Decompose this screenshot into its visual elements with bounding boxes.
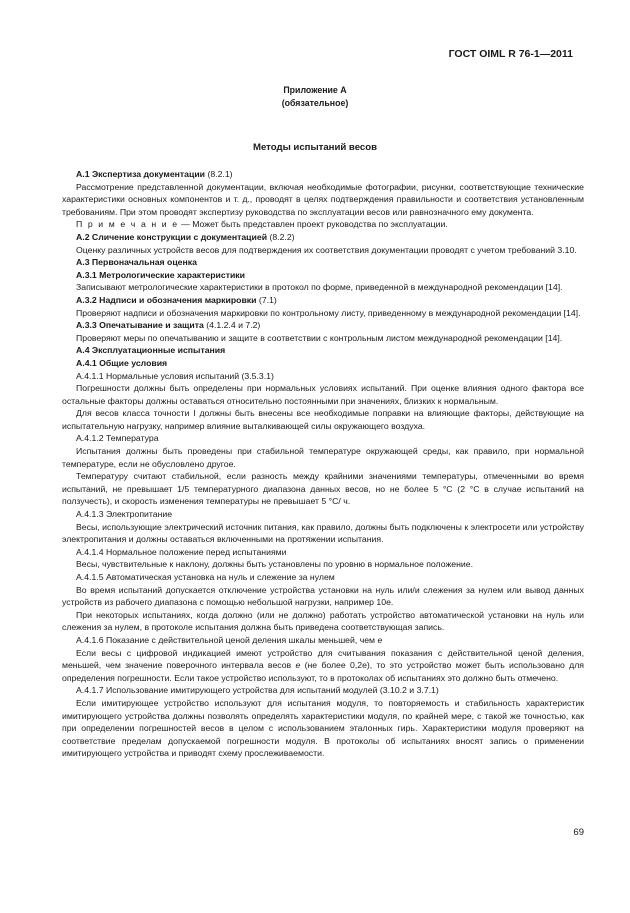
section-a2-heading: А.2 Сличение конструкции с документацией — [76, 231, 268, 242]
section-a2-ref: (8.2.2) — [269, 231, 295, 242]
paragraph-part: Если весы с цифровой индикацией имеют устройство для считывания показания с действительной ценой деления, меньшей, чем значение поверочного интервала весов — [62, 647, 584, 671]
annex-status: (обязательное) — [281, 97, 349, 108]
section-a31: А.3.1 Метрологические характеристики — [76, 269, 245, 280]
section-a415: А.4.1.5 Автоматическая установка на нуль и слежение за нулем — [76, 572, 335, 582]
section-a1-heading: Экспертиза документации — [91, 169, 206, 179]
section-a413: А.4.1.3 Электропитание — [76, 509, 173, 520]
section-a3: А.3 Первоначальная оценка — [76, 257, 197, 268]
note — [62, 218, 584, 231]
section-a417: А.4.1.7 Использование имитирующего устройства для испытаний модулей (3.10.2 и 3.7.1) — [76, 685, 439, 696]
paragraph: Проверяют меры по опечатыванию и защите в соответствии с контрольным листом международной рекомендации [14]. — [76, 332, 563, 343]
section-a33 — [62, 319, 584, 332]
paragraph: Весы, чувствительные к наклону, должны быть установлены по уровню в нормальное положение. — [76, 559, 474, 570]
section-a4: А.4 Эксплуатационные испытания — [76, 345, 226, 356]
section-a412: А.4.1.2 Температура — [76, 433, 159, 444]
section-a1-num: А.1 — [76, 169, 90, 179]
section-a416 — [62, 634, 584, 647]
section-a32-heading: А.3.2 Надписи и обозначения маркировки — [76, 294, 257, 305]
paragraph-part: (не более 0,2е), то это устройство может быть использовано для определения погрешности. Если такое устройство используют, то в протоколах об испытаниях это должно быть отмечено. — [62, 660, 584, 683]
symbol-e: е — [295, 660, 301, 671]
section-a33-ref: (4.1.2.4 и 7.2) — [206, 320, 261, 331]
section-a1 — [62, 168, 584, 181]
annex-title: Методы испытаний весов — [252, 142, 378, 153]
paragraph: Погрешности должны быть определены при нормальных условиях испытаний. При оценке влияния одного фактора все остальные факторы должны оставаться относительно постоянными при значениях, близких к нормальным. — [62, 383, 584, 406]
section-a41: А.4.1 Общие условия — [76, 357, 168, 368]
section-a1-ref: (8.2.1) — [207, 169, 233, 179]
paragraph: Во время испытаний допускается отключение устройства установки на нуль или/и слежения за нулем или вывод данных устройств из рабочего диапазона с помощью небольшой нагрузки, например 10е. — [62, 584, 584, 608]
note-label: П р и м е ч а н и е — [76, 219, 179, 230]
page-number: 69 — [573, 827, 584, 838]
document-body — [62, 168, 584, 760]
standard-designation: ГОСТ OIML R 76-1—2011 — [448, 48, 573, 60]
paragraph: Записывают метрологические характеристики в протокол по форме, приведенной в международной рекомендации [14]. — [76, 282, 563, 293]
paragraph: Проверяют надписи и обозначения маркировки по контрольному листу, приведенному в международной рекомендации [14]. — [76, 307, 581, 318]
paragraph: При некоторых испытаниях, когда должно (или не должно) работать устройство автоматической установки на нуль или слежения за нулем, в протоколе испытания должна быть приведена соответствующая запись. — [62, 609, 584, 633]
section-a416-text: А.4.1.6 Показание с действительной ценой деления шкалы меньшей, чем — [76, 634, 378, 645]
section-a32 — [62, 294, 584, 307]
paragraph: Оценку различных устройств весов для подтверждения их соответствия документации проводят с учетом требований 3.10. — [76, 244, 577, 255]
section-a32-ref: (7.1) — [258, 294, 277, 305]
section-a414: А.4.1.4 Нормальное положение перед испытаниями — [76, 546, 287, 557]
section-a33-heading: А.3.3 Опечатывание и защита — [76, 320, 204, 331]
symbol-e: е — [377, 634, 383, 645]
annex-heading — [0, 84, 630, 109]
paragraph: Если имитирующее устройство используют для испытания модуля, то повторяемость и стабильность характеристик имитирующего устройства должны позволять определять характеристики модуля, по крайней мере, с такой же точностью, как при определении погрешностей весов в целом с использованием эталонных гирь. Характеристики модуля проверяют на соответствие пределам допускаемой погрешности модуля. В протоколы об испытаниях вносят запись о применении имитирующего устройства и приводят схему прослеживаемости. — [62, 697, 584, 759]
paragraph: Рассмотрение представленной документации, включая необходимые фотографии, рисунки, соответствующие технические характеристики основных компонентов и т. д., проводят в целях подтверждения правильности и соответствия установленным требованиям. При этом проводят экспертизу руководства по эксплуатации весов или равнозначного ему документа. — [62, 181, 584, 217]
paragraph: Весы, использующие электрический источник питания, как правило, должны быть подключены к электросети или устройству электропитания и должны оставаться включенными на протяжении испытания. — [62, 521, 584, 545]
note-text: — Может быть представлен проект руководства по эксплуатации. — [178, 219, 448, 230]
paragraph: Температуру считают стабильной, если разность между крайними значениями температуры, отмеченными во время испытаний, не превышает 1/5 температурного диапазона данных весов, но не более 5 °С (2 °С в случае испытаний на ползучесть), и скорость изменения температуры не превышает 5 °С/ ч. — [62, 471, 584, 507]
paragraph: Испытания должны быть проведены при стабильной температуре окружающей среды, как правило, при нормальной температуре, если не обусловлено другое. — [62, 446, 584, 469]
section-a411: А.4.1.1 Нормальные условия испытаний (3.5.3.1) — [76, 370, 274, 381]
paragraph: Для весов класса точности I должны быть внесены все необходимые поправки на влияющие факторы, действующие на испытательную нагрузку, например влияние выталкивающей силы окружающего воздуха. — [62, 408, 584, 431]
paragraph — [62, 647, 584, 685]
section-a2 — [62, 231, 584, 244]
annex-label: Приложение А — [283, 85, 347, 95]
